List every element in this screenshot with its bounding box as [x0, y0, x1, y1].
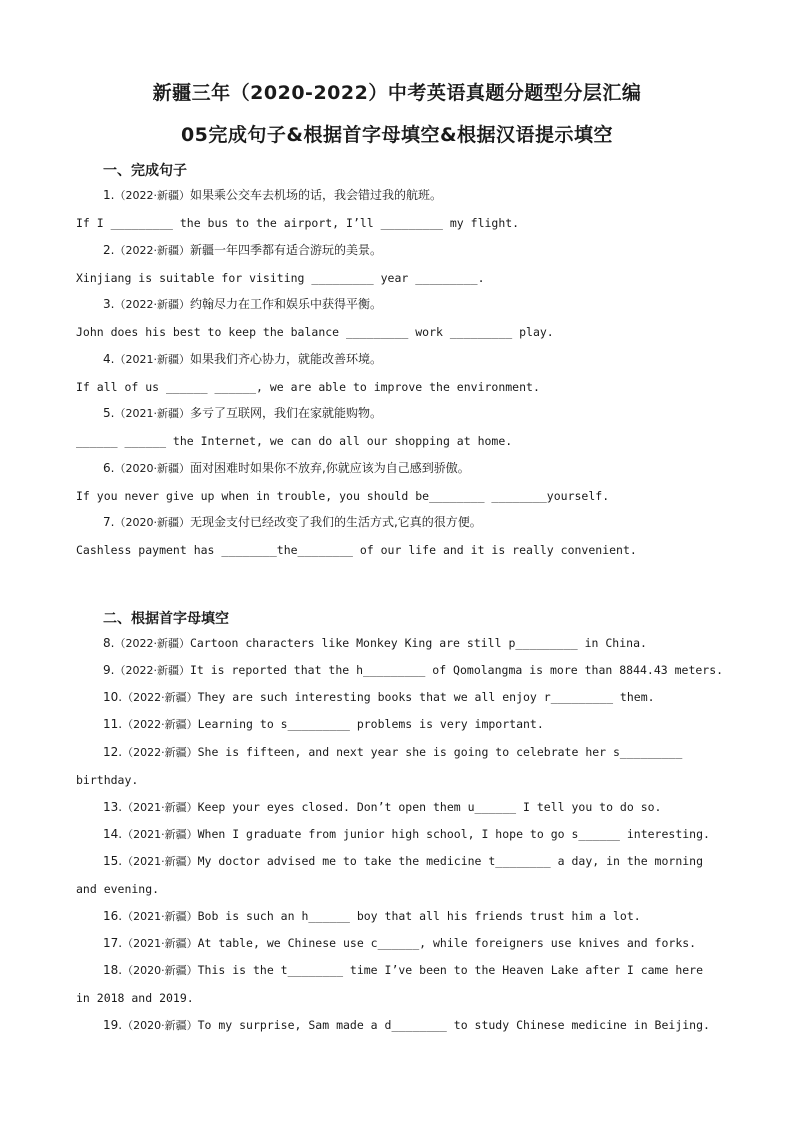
- question-number: 18.: [103, 963, 123, 977]
- question-text: At table, we Chinese use c______, while foreigners use knives and forks.: [197, 936, 697, 950]
- question-source: （2022·新疆）: [114, 244, 190, 257]
- question-line: [103, 743, 753, 762]
- question-text: My doctor advised me to take the medicine t________ a day, in the morning: [197, 854, 704, 868]
- question-text: To my surprise, Sam made a d________ to study Chinese medicine in Beijing.: [197, 1018, 710, 1032]
- question-text: Cartoon characters like Monkey King are still p_________ in China.: [189, 636, 647, 650]
- question-number: 19.: [103, 1018, 123, 1032]
- question-source: （2021·新疆）: [114, 353, 190, 366]
- question-line: [103, 907, 753, 926]
- section-heading-complete-sentences: 一、完成句子: [103, 163, 187, 179]
- question-chinese: 多亏了互联网，我们在家就能购物。: [189, 406, 382, 420]
- question-source: （2021·新疆）: [122, 855, 198, 868]
- question-english: John does his best to keep the balance _________ work _________ play.: [76, 325, 554, 339]
- question-line: [103, 186, 753, 205]
- question-source: （2021·新疆）: [122, 937, 198, 950]
- question-text: When I graduate from junior high school, I hope to go s______ interesting.: [197, 827, 710, 841]
- document-title: 新疆三年（2020-2022）中考英语真题分题型分层汇编: [152, 82, 642, 104]
- question-number: 7.: [103, 515, 115, 529]
- question-chinese: 无现金支付已经改变了我们的生活方式,它真的很方便。: [189, 515, 482, 529]
- document-subtitle: 05完成句子&根据首字母填空&根据汉语提示填空: [180, 124, 614, 146]
- question-line: [103, 241, 753, 260]
- question-chinese: 如果乘公交车去机场的话，我会错过我的航班。: [189, 188, 442, 202]
- question-number: 1.: [103, 188, 115, 202]
- question-number: 16.: [103, 909, 123, 923]
- question-text: Bob is such an h______ boy that all his friends trust him a lot.: [197, 909, 641, 923]
- question-text: Learning to s_________ problems is very important.: [197, 717, 544, 731]
- question-line: [103, 934, 753, 953]
- question-number: 15.: [103, 854, 123, 868]
- question-line: [103, 634, 753, 653]
- question-chinese: 新疆一年四季都有适合游玩的美景。: [189, 243, 382, 257]
- question-text: They are such interesting books that we all enjoy r_________ them.: [197, 690, 655, 704]
- question-line: [103, 661, 753, 680]
- question-source: （2021·新疆）: [122, 910, 198, 923]
- question-chinese: 如果我们齐心协力，就能改善环境。: [189, 352, 382, 366]
- question-english: Cashless payment has ________the________ of our life and it is really convenient.: [76, 543, 637, 557]
- question-source: （2022·新疆）: [114, 637, 190, 650]
- question-source: （2020·新疆）: [122, 964, 198, 977]
- question-line: [103, 513, 753, 532]
- question-source: （2021·新疆）: [122, 828, 198, 841]
- question-source: （2021·新疆）: [114, 407, 190, 420]
- question-english: ______ ______ the Internet, we can do all our shopping at home.: [76, 434, 513, 448]
- section-heading-initial-letter: 二、根据首字母填空: [103, 611, 229, 627]
- question-source: （2021·新疆）: [122, 801, 198, 814]
- question-line: [103, 798, 753, 817]
- question-source: （2020·新疆）: [114, 462, 190, 475]
- question-number: 6.: [103, 461, 115, 475]
- question-source: （2022·新疆）: [122, 746, 198, 759]
- question-line: [103, 459, 753, 478]
- question-number: 2.: [103, 243, 115, 257]
- question-number: 14.: [103, 827, 123, 841]
- question-continuation: and evening.: [76, 882, 160, 896]
- question-source: （2022·新疆）: [122, 691, 198, 704]
- question-line: [103, 688, 753, 707]
- question-number: 10.: [103, 690, 123, 704]
- question-number: 17.: [103, 936, 123, 950]
- question-number: 8.: [103, 636, 115, 650]
- question-text: Keep your eyes closed. Don’t open them u______ I tell you to do so.: [197, 800, 662, 814]
- question-number: 3.: [103, 297, 115, 311]
- question-source: （2022·新疆）: [114, 189, 190, 202]
- question-line: [103, 852, 753, 871]
- question-continuation: birthday.: [76, 773, 139, 787]
- question-english: Xinjiang is suitable for visiting _________ year _________.: [76, 271, 485, 285]
- question-number: 4.: [103, 352, 115, 366]
- question-source: （2020·新疆）: [114, 516, 190, 529]
- question-chinese: 约翰尽力在工作和娱乐中获得平衡。: [189, 297, 382, 311]
- question-english: If I _________ the bus to the airport, I’ll _________ my flight.: [76, 216, 520, 230]
- question-english: If you never give up when in trouble, you should be________ ________yourself.: [76, 489, 610, 503]
- question-source: （2022·新疆）: [114, 298, 190, 311]
- question-number: 11.: [103, 717, 123, 731]
- question-text: It is reported that the h_________ of Qomolangma is more than 8844.43 meters.: [189, 663, 724, 677]
- question-line: [103, 825, 753, 844]
- question-text: She is fifteen, and next year she is going to celebrate her s_________: [197, 745, 683, 759]
- question-line: [103, 1016, 753, 1035]
- question-chinese: 面对困难时如果你不放弃,你就应该为自己感到骄傲。: [189, 461, 470, 475]
- question-line: [103, 961, 753, 980]
- question-source: （2022·新疆）: [114, 664, 190, 677]
- question-english: If all of us ______ ______, we are able to improve the environment.: [76, 380, 540, 394]
- question-source: （2020·新疆）: [122, 1019, 198, 1032]
- question-line: [103, 715, 753, 734]
- question-text: This is the t________ time I’ve been to the Heaven Lake after I came here: [197, 963, 704, 977]
- question-number: 13.: [103, 800, 123, 814]
- question-source: （2022·新疆）: [122, 718, 198, 731]
- question-continuation: in 2018 and 2019.: [76, 991, 194, 1005]
- question-line: [103, 295, 753, 314]
- question-number: 12.: [103, 745, 123, 759]
- question-number: 5.: [103, 406, 115, 420]
- question-line: [103, 404, 753, 423]
- question-number: 9.: [103, 663, 115, 677]
- question-line: [103, 350, 753, 369]
